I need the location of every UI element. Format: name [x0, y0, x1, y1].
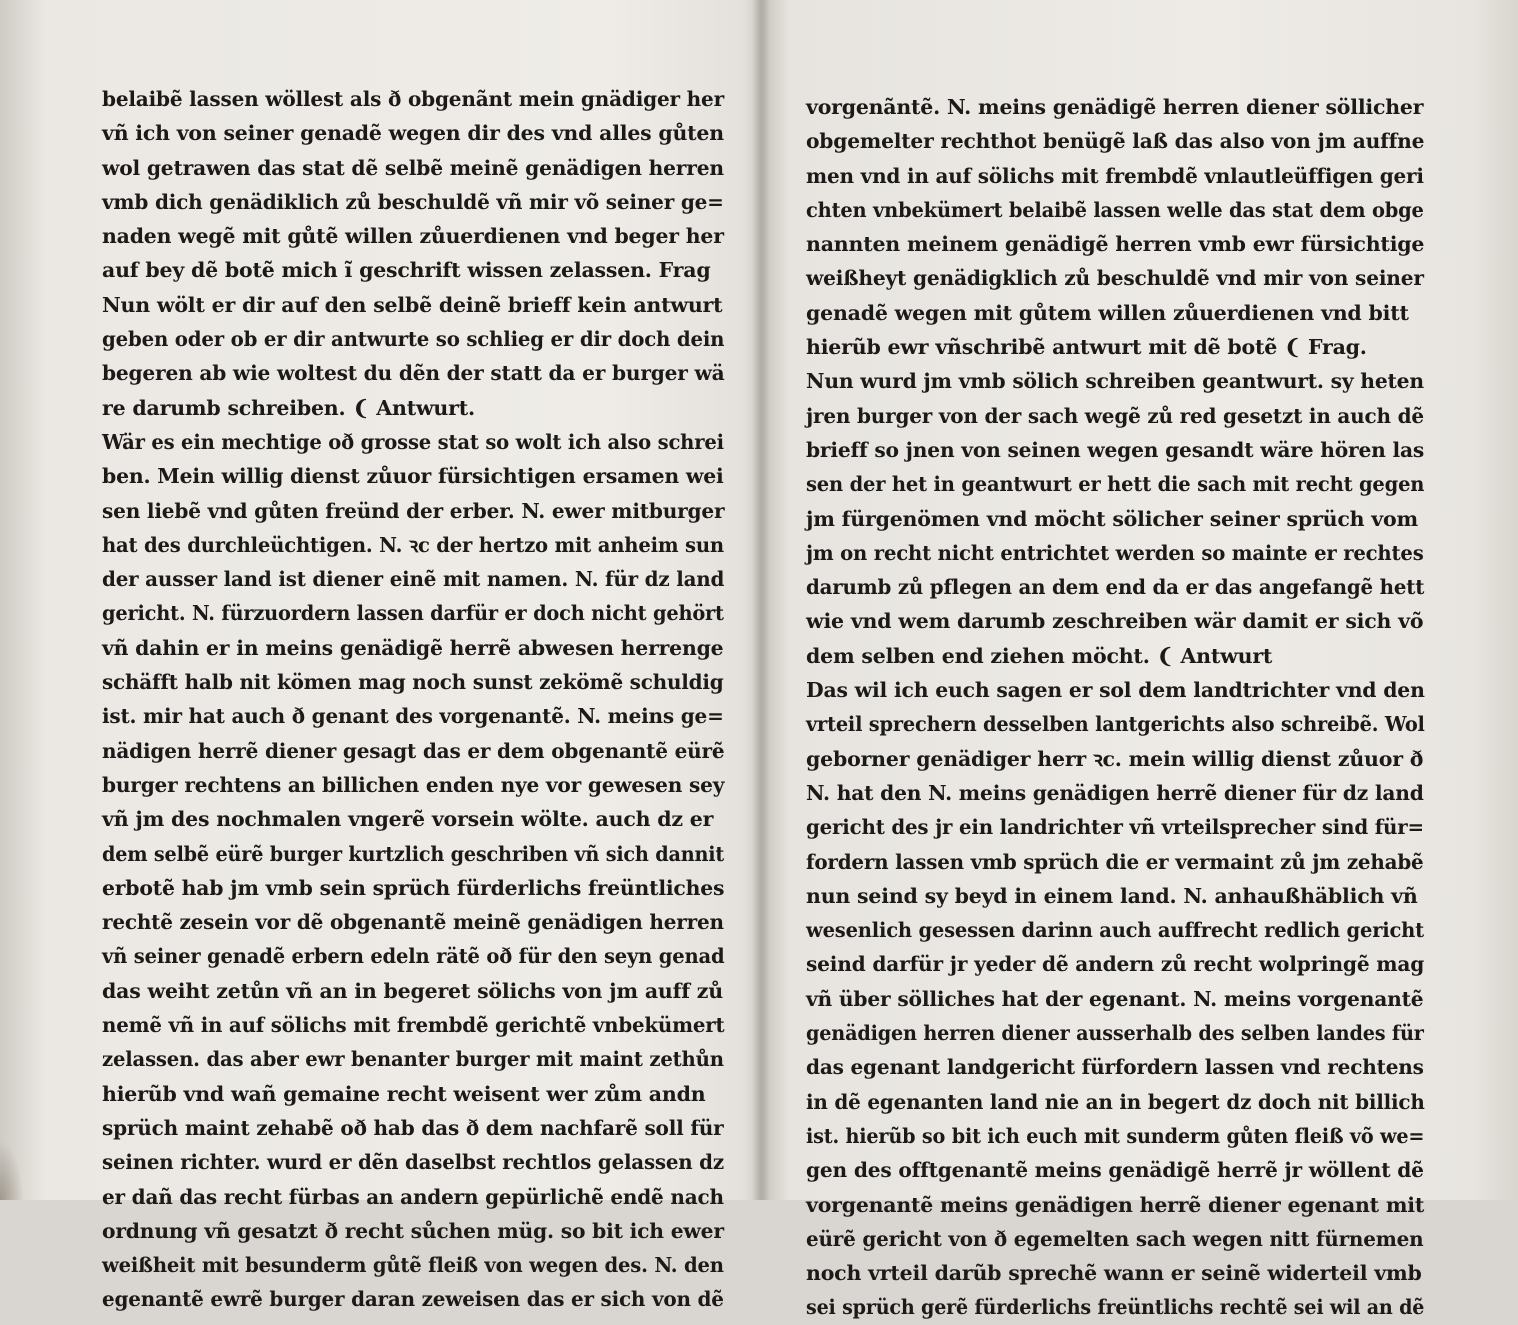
text-line: vñ jm des nochmalen vngerẽ vorsein wölte. auch dz er	[102, 807, 714, 832]
text-line: das egenant landgericht fürfordern lassen vnd rechtens	[806, 1055, 1424, 1080]
text-line: hierũb vnd wañ gemaine recht weisent wer zům andn	[102, 1081, 706, 1106]
text-line: genädigen herren diener ausserhalb des selben landes für	[806, 1021, 1424, 1046]
text-line: Wär es ein mechtige oð grosse stat so wolt ich also schrei	[102, 429, 724, 454]
text-line: eürẽ gericht von ð egemelten sach wegen nitt fürnemen	[806, 1226, 1424, 1251]
text-line: re darumb schreiben. ❨ Antwurt.	[102, 395, 475, 420]
text-line: chten vnbekümert belaibẽ lassen welle das stat dem obge	[806, 197, 1424, 222]
text-line: Das wil ich euch sagen er sol dem landtrichter vnd den	[806, 678, 1425, 703]
text-line: wesenlich gesessen darinn auch auffrecht redlich gericht	[806, 918, 1424, 943]
text-line: vorgenãntẽ. N. meins genädigẽ herren diener söllicher	[806, 95, 1424, 119]
text-line: der ausser land ist diener einẽ mit namen. N. für dz land	[102, 567, 725, 592]
text-line: nannten meinem genädigẽ herren vmb ewr fürsichtige	[806, 232, 1425, 257]
text-line: jm on recht nicht entrichtet werden so mainte er rechtes	[806, 540, 1424, 565]
text-line: egenantẽ ewrẽ burger daran zeweisen das er sich von dẽ	[102, 1287, 724, 1312]
text-line: vñ ich von seiner genadẽ wegen dir des vnd alles gůten	[102, 121, 724, 146]
text-line: men vnd in auf sölichs mit frembdẽ vnlautleüffigen geri	[806, 163, 1424, 188]
text-line: wie vnd wem darumb zeschreiben wär damit er sich võ	[806, 609, 1424, 634]
text-line: vñ dahin er in meins genädigẽ herrẽ abwesen herrenge	[102, 635, 724, 660]
text-line: wol getrawen das stat dẽ selbẽ meinẽ genädigen herren	[102, 155, 724, 180]
text-line: nädigen herrẽ diener gesagt das er dem obgenantẽ eürẽ	[102, 738, 725, 763]
text-line: nemẽ vñ in auf sölichs mit frembdẽ gerichtẽ vnbekümert	[102, 1013, 725, 1038]
text-line: sen der het in geantwurt er hett die sach mit recht gegen	[806, 472, 1425, 497]
text-line: begeren ab wie woltest du dẽn der statt da er burger wä	[102, 361, 725, 386]
text-line: jren burger von der sach wegẽ zů red gesetzt in auch dẽ	[806, 403, 1424, 428]
text-line: vmb dich genädiklich zů beschuldẽ vñ mir võ seiner ge=	[102, 189, 724, 214]
right-page-text	[806, 90, 1469, 1325]
text-line: fordern lassen vmb sprüch die er vermaint zů jm zehabẽ	[806, 849, 1424, 874]
text-line: naden wegẽ mit gůtẽ willen zůuerdienen vnd beger her	[102, 224, 724, 249]
page-corner-shadow	[0, 1140, 24, 1200]
text-line: noch vrteil darũb sprechẽ wann er seinẽ widerteil vmb	[806, 1261, 1422, 1286]
text-line: obgemelter rechthot benügẽ laß das also von jm auffne	[806, 129, 1425, 154]
text-line: seinen richter. wurd er dẽn daselbst rechtlos gelassen dz	[102, 1150, 724, 1175]
text-line: ist. mir hat auch ð genant des vorgenantẽ. N. meins ge=	[102, 704, 724, 729]
text-line: geborner genädiger herr ꝛc. mein willig dienst zůuor ð	[806, 746, 1424, 771]
text-line: er dañ das recht fürbas an andern gepürlichẽ endẽ nach	[102, 1184, 724, 1209]
text-line: N. hat den N. meins genädigen herrẽ diener für dz land	[806, 780, 1424, 805]
text-line: sen liebẽ vnd gůten freünd der erber. N. ewer mitburger	[102, 498, 725, 523]
text-line: erbotẽ hab jm vmb sein sprüch fürderlichs freüntliches	[102, 875, 725, 900]
text-line: weißheit mit besunderm gůtẽ fleiß von wegen des. N. den	[102, 1253, 724, 1278]
text-line: burger rechtens an billichen enden nye vor gewesen sey	[102, 772, 725, 797]
text-line: seind darfür jr yeder dẽ andern zů recht wolpringẽ mag	[806, 952, 1425, 977]
text-line: gericht des jr ein landrichter vñ vrteilsprecher sind für=	[806, 815, 1424, 840]
text-line: vñ über sölliches hat der egenant. N. meins vorgenantẽ	[806, 986, 1424, 1011]
text-line: darumb zů pflegen an dem end da er das angefangẽ hett	[806, 575, 1425, 600]
text-line: geben oder ob er dir antwurte so schlieg er dir doch dein	[102, 327, 725, 352]
text-line: ist. hierũb so bit ich euch mit sunderm gůten fleiß võ we=	[806, 1123, 1425, 1148]
text-line: hat des durchleüchtigen. N. ꝛc der hertzo mit anheim sun	[102, 532, 724, 557]
text-line: weißheyt genädigklich zů beschuldẽ vnd mir von seiner	[806, 266, 1424, 291]
text-line: sprüch maint zehabẽ oð hab das ð dem nachfarẽ soll für	[102, 1115, 724, 1140]
text-line: jm fürgenömen vnd möcht sölicher seiner sprüch vom	[806, 506, 1418, 531]
text-line: gericht. N. fürzuordern lassen darfür er doch nicht gehört	[102, 601, 724, 626]
left-page	[0, 0, 760, 1312]
text-line: in dẽ egenanten land nie an in begert dz doch nit billich	[806, 1089, 1425, 1114]
text-line: schäfft halb nit kömen mag noch sunst zekömẽ schuldig	[102, 670, 724, 695]
right-page	[760, 0, 1518, 1320]
text-line: Nun wölt er dir auf den selbẽ deinẽ brieff kein antwurt	[102, 292, 723, 317]
text-line: vñ seiner genadẽ erbern edeln rätẽ oð für den seyn genad	[102, 944, 725, 969]
text-line: gen des offtgenantẽ meins genädigẽ herrẽ jr wöllent dẽ	[806, 1158, 1424, 1183]
text-line: belaibẽ lassen wöllest als ð obgenãnt mein gnädiger her	[102, 87, 724, 111]
text-line: auf bey dẽ botẽ mich ĩ geschrift wissen zelassen. Frag	[102, 258, 711, 283]
text-line: rechtẽ zesein vor dẽ obgenantẽ meinẽ genädigen herren	[102, 910, 724, 935]
text-line: zelassen. das aber ewr benanter burger mit maint zethůn	[102, 1047, 724, 1072]
text-line: vrteil sprechern desselben lantgerichts also schreibẽ. Wol	[806, 712, 1425, 737]
text-line: nun seind sy beyd in einem land. N. anhaußhäblich vñ	[806, 883, 1418, 908]
text-line: sei sprüch gerẽ fürderlichs freüntlichs rechtẽ sei wil an dẽ	[806, 1295, 1425, 1320]
text-line: dem selbẽ eürẽ burger kurtzlich geschriben vñ sich dannit	[102, 841, 725, 866]
text-line: Nun wurd jm vmb sölich schreiben geantwurt. sy heten	[806, 369, 1424, 394]
text-line: das weiht zetůn vñ an in begeret sölichs von jm auff zů	[102, 978, 723, 1003]
text-line: dem selben end ziehen möcht. ❨ Antwurt	[806, 643, 1273, 668]
text-line: genadẽ wegen mit gůtem willen zůuerdienen vnd bitt	[806, 300, 1409, 325]
text-line: ordnung vñ gesatzt ð recht sůchen müg. so bit ich ewer	[102, 1218, 724, 1243]
text-line: vorgenantẽ meins genädigen herrẽ diener egenant mit	[806, 1192, 1425, 1217]
left-page-text	[102, 82, 766, 1317]
text-line: brieff so jnen von seinen wegen gesandt wäre hören las	[806, 437, 1425, 462]
text-line: hierũb ewr vñschribẽ antwurt mit dẽ botẽ ❨ Frag.	[806, 335, 1367, 360]
text-line: ben. Mein willig dienst zůuor fürsichtigen ersamen wei	[102, 464, 724, 489]
